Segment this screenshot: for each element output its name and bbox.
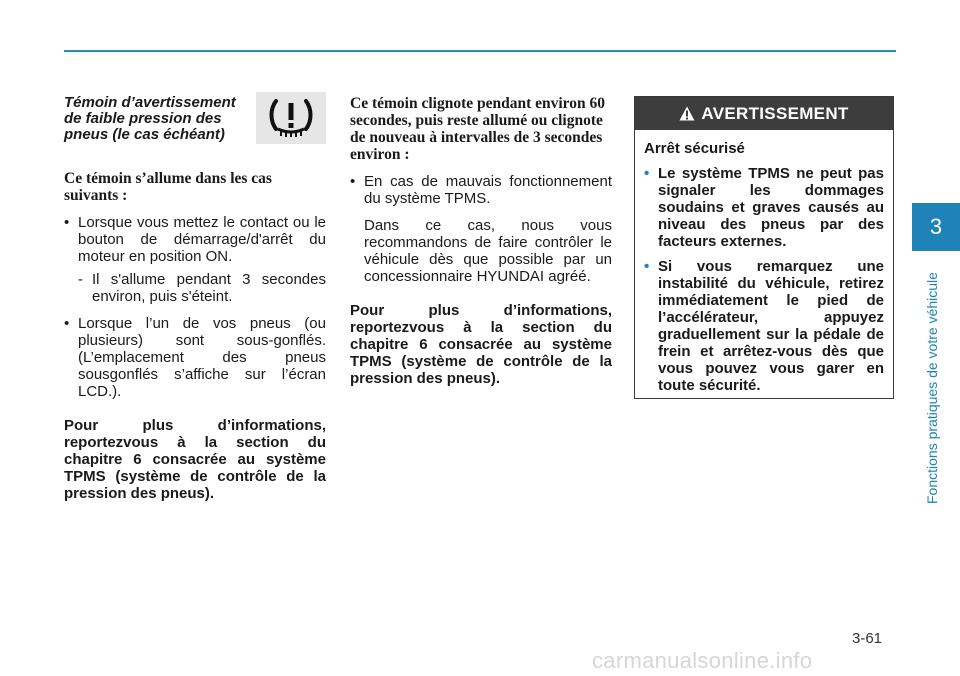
chapter-title: Fonctions pratiques de votre véhicule [924,272,940,504]
bullet-malfunction: • En cas de mauvais fonctionnement du système TPMS. [350,173,612,207]
more-info-middle: Pour plus d’informations, reportezvous à la section du chapitre 6 consacrée au système TPMS (système de contrôle de la pression des pneus). [350,302,612,387]
intro-text: Ce témoin s’allume dans les cas suivants : [64,170,272,204]
watermark: carmanualsonline.info [592,648,813,673]
warning-body [635,130,893,394]
top-rule [64,50,896,52]
column-left [64,95,326,502]
warning-bullet-tpms: • Le système TPMS ne peut pas signaler les dommages soudains et graves causés au niveau des pneus par des facteurs externes. [644,165,884,250]
chapter-tab [912,203,960,251]
bullet-ignition: • Lorsque vous mettez le contact ou le bouton de démarrage/d'arrêt du moteur en position ON. [64,214,326,265]
sub-bullet-3-seconds: - Il s'allume pendant 3 secondes environ, puis s'éteint. [64,271,326,305]
warning-box [634,96,894,399]
chapter-number: 3 [929,214,943,239]
page-number: 3-61 [852,630,883,647]
tpms-warning-icon [256,92,326,144]
warning-triangle-icon [679,106,695,121]
warning-bullet-instability: • Si vous remarquez une instabilité du véhicule, retirez immédiatement le pied de l’accélérateur, appuyez graduellement sur la pédale de frein et arrêtez-vous dès que vous pouvez vous garer en toute sécurité. [644,258,884,394]
column-middle [350,95,612,387]
warning-title: AVERTISSEMENT [701,103,849,123]
heading-row [64,95,326,144]
more-info-left: Pour plus d’informations, reportezvous à la section du chapitre 6 consacrée au système TPMS (système de contrôle de la pression des pneus). [64,417,326,502]
bullet-underinflated: • Lorsque l’un de vos pneus (ou plusieurs) sont sous-gonflés. (L’emplacement des pneus sousgonflés s’affiche sur l’écran LCD.). [64,315,326,400]
chapter-title-wrap [920,256,948,504]
blink-intro: Ce témoin clignote pendant environ 60 secondes, puis reste allumé ou clignote de nouveau à intervalles de 3 secondes environ : [350,95,606,163]
section-heading: Témoin d’avertissement de faible pression des pneus (le cas échéant) [64,94,236,143]
warning-header [635,97,893,130]
warning-subtitle: Arrêt sécurisé [644,140,745,157]
dealer-advice: Dans ce cas, nous vous recommandons de faire contrôler le véhicule dès que possible par un concessionnaire HYUNDAI agréé. [364,217,612,285]
